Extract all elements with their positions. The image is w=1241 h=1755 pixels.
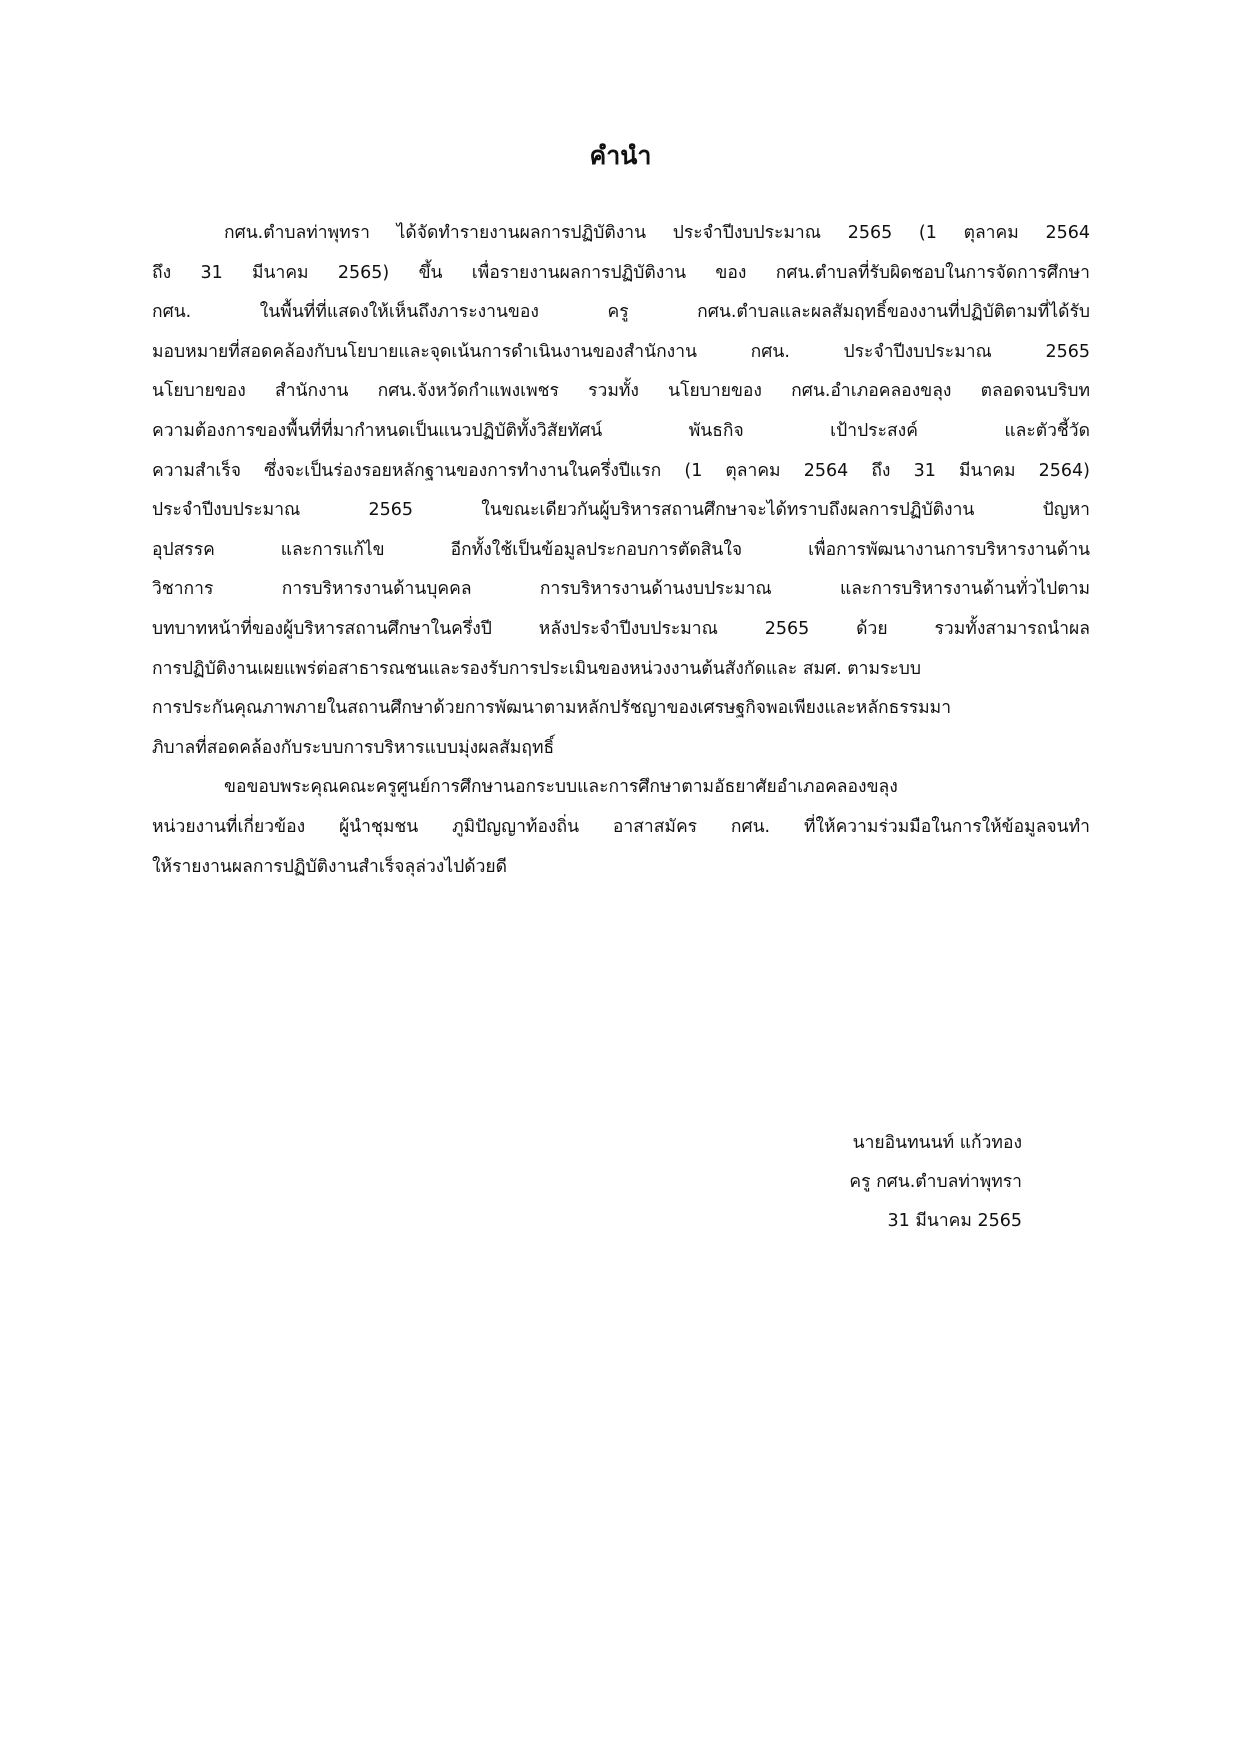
paragraph-line: นโยบายของ สำนักงาน กศน.จังหวัดกำแพงเพชร รวมทั้ง นโยบายของ กศน.อำเภอคลองขลุง ตลอดจนบริบท bbox=[152, 381, 1090, 402]
signature-date: 31 มีนาคม 2565 bbox=[887, 1211, 1022, 1231]
paragraph-line: ให้รายงานผลการปฏิบัติงานสำเร็จลุล่วงไปด้วยดี bbox=[152, 856, 508, 877]
paragraph-line: การปฏิบัติงานเผยแพร่ต่อสาธารณชนและรองรับการประเมินของหน่วงงานต้นสังกัดและ สมศ. ตามระบบ bbox=[152, 658, 922, 679]
paragraph-line: หน่วยงานที่เกี่ยวข้อง ผู้นำชุมชน ภูมิปัญญาท้องถิ่น อาสาสมัคร กศน. ที่ให้ความร่วมมือในการให้ข้อมูลจนทำ bbox=[152, 816, 1090, 837]
signature-block bbox=[849, 1124, 1022, 1241]
paragraph-line: ความต้องการของพื้นที่ที่มากำหนดเป็นแนวปฏิบัติทั้งวิสัยทัศน์ พันธกิจ เป้าประสงค์ และตัวชี้วัด bbox=[152, 420, 1090, 441]
paragraph-line: การประกันคุณภาพภายในสถานศึกษาด้วยการพัฒนาตามหลักปรัชญาของเศรษฐกิจพอเพียงและหลักธรรมมา bbox=[152, 698, 952, 719]
paragraph-line: อุปสรรค และการแก้ไข อีกทั้งใช้เป็นข้อมูลประกอบการตัดสินใจ เพื่อการพัฒนางานการบริหารงานด้าน bbox=[152, 539, 1090, 560]
paragraph-line: ความสำเร็จ ซึ่งจะเป็นร่องรอยหลักฐานของการทำงานในครึ่งปีแรก (1 ตุลาคม 2564 ถึง 31 มีนาคม 2564) bbox=[152, 460, 1090, 481]
paragraph-introduction bbox=[152, 214, 1090, 768]
paragraph-line: บทบาทหน้าที่ของผู้บริหารสถานศึกษาในครึ่งปี หลังประจำปีงบประมาณ 2565 ด้วย รวมทั้งสามารถนำผล bbox=[152, 618, 1090, 639]
paragraph-line: ถึง 31 มีนาคม 2565) ขึ้น เพื่อรายงานผลการปฏิบัติงาน ของ กศน.ตำบลที่รับผิดชอบในการจัดการศึกษา bbox=[152, 262, 1090, 283]
paragraph-line: ประจำปีงบประมาณ 2565 ในขณะเดียวกันผู้บริหารสถานศึกษาจะได้ทราบถึงผลการปฏิบัติงาน ปัญหา bbox=[152, 500, 1090, 521]
paragraph-line: วิชาการ การบริหารงานด้านบุคคล การบริหารงานด้านงบประมาณ และการบริหารงานด้านทั่วไปตาม bbox=[152, 579, 1090, 600]
paragraph-line: ภิบาลที่สอดคล้องกับระบบการบริหารแบบมุ่งผลสัมฤทธิ์ bbox=[152, 737, 555, 758]
signature-name: นายอินทนนท์ แก้วทอง bbox=[852, 1133, 1022, 1153]
paragraph-acknowledgement bbox=[152, 768, 1090, 887]
signature-position: ครู กศน.ตำบลท่าพุทรา bbox=[849, 1172, 1022, 1192]
paragraph-line: กศน. ในพื้นที่ที่แสดงให้เห็นถึงภาระงานของ ครู กศน.ตำบลและผลสัมฤทธิ์ของงานที่ปฏิบัติตามที่ได้รับ bbox=[152, 302, 1090, 323]
document-title: คำนำ bbox=[589, 141, 652, 170]
document-body bbox=[152, 214, 1090, 887]
paragraph-line: มอบหมายที่สอดคล้องกับนโยบายและจุดเน้นการดำเนินงานของสำนักงาน กศน. ประจำปีงบประมาณ 2565 bbox=[152, 341, 1090, 362]
paragraph-line: ขอขอบพระคุณคณะครูศูนย์การศึกษานอกระบบและการศึกษาตามอัธยาศัยอำเภอคลองขลุง bbox=[224, 777, 898, 798]
paragraph-line: กศน.ตำบลท่าพุทรา ได้จัดทำรายงานผลการปฏิบัติงาน ประจำปีงบประมาณ 2565 (1 ตุลาคม 2564 bbox=[224, 223, 1090, 243]
